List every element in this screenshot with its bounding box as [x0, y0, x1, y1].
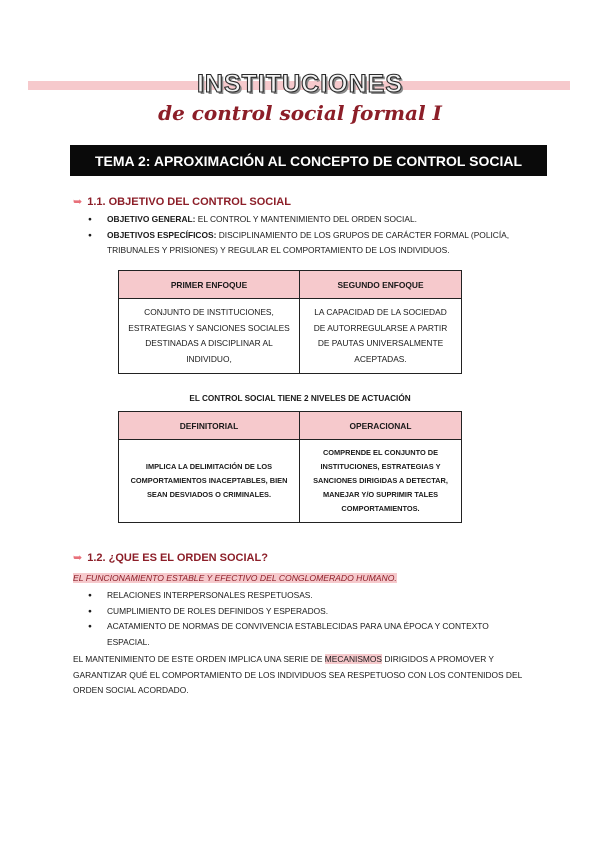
orden-social-definition: [73, 573, 397, 583]
list-item: [88, 212, 528, 228]
section-heading-text: 1.2. ¿QUE ES EL ORDEN SOCIAL?: [87, 551, 268, 564]
arrow-icon: ➥: [73, 552, 83, 564]
list-item: ● ACATAMIENTO DE NORMAS DE CONVIVENCIA ESTABLECIDAS PARA UNA ÉPOCA Y CONTEXTO ESPACIAL.: [88, 619, 528, 650]
list-item: [88, 228, 528, 259]
enfoques-table: [118, 270, 462, 374]
definition-text: EL FUNCIONAMIENTO ESTABLE Y EFECTIVO DEL CONGLOMERADO HUMANO.: [73, 573, 397, 583]
tema-title: TEMA 2: APROXIMACIÓN AL CONCEPTO DE CONTROL SOCIAL: [94, 152, 523, 169]
section-heading-1-2: [73, 551, 268, 564]
section-heading-text: 1.1. OBJETIVO DEL CONTROL SOCIAL: [87, 195, 291, 208]
orden-social-list: [88, 588, 528, 650]
tema-banner: [70, 145, 547, 176]
table-cell: LA CAPACIDAD DE LA SOCIEDAD DE AUTORREGULARSE A PARTIR DE PAUTAS UNIVERSALMENTE ACEPTADAS.: [300, 299, 462, 374]
table-cell: IMPLICA LA DELIMITACIÓN DE LOS COMPORTAMIENTOS INACEPTABLES, BIEN SEAN DESVIADOS O CRIMINALES.: [119, 440, 300, 523]
bullet-label: OBJETIVOS ESPECÍFICOS:: [107, 229, 217, 240]
arrow-icon: ➥: [73, 196, 83, 208]
table-cell: CONJUNTO DE INSTITUCIONES, ESTRATEGIAS Y SANCIONES SOCIALES DESTINADAS A DISCIPLINAR AL INDIVIDUO,: [119, 299, 300, 374]
levels-label: EL CONTROL SOCIAL TIENE 2 NIVELES DE ACTUACIÓN: [189, 394, 411, 403]
table-header: OPERACIONAL: [300, 412, 462, 440]
table-cell: COMPRENDE EL CONJUNTO DE INSTITUCIONES, ESTRATEGIAS Y SANCIONES DIRIGIDAS A DETECTAR, MANEJAR Y/O SUPRIMIR TALES COMPORTAMIENTOS.: [300, 440, 462, 523]
orden-social-paragraph: [73, 652, 543, 699]
highlighted-term: MECANISMOS: [324, 654, 383, 664]
paragraph-text-before: EL MANTENIMIENTO DE ESTE ORDEN IMPLICA UNA SERIE DE: [73, 654, 325, 664]
bullet-label: OBJETIVO GENERAL:: [107, 214, 196, 224]
bullet-text: DISCIPLINAMIENTO DE LOS GRUPOS DE CARÁCTER FORMAL (POLICÍA, TRIBUNALES Y PRISIONES) Y REGULAR EL COMPORTAMIENTO DE LOS INDIVIDUOS.: [107, 229, 510, 255]
bullet-text: EL CONTROL Y MANTENIMIENTO DEL ORDEN SOCIAL.: [197, 214, 417, 224]
table-header: DEFINITORIAL: [119, 412, 300, 440]
list-item: ● CUMPLIMIENTO DE ROLES DEFINIDOS Y ESPERADOS.: [88, 604, 528, 620]
table-header: PRIMER ENFOQUE: [119, 271, 300, 299]
table-header: SEGUNDO ENFOQUE: [300, 271, 462, 299]
objectives-list: [88, 212, 528, 259]
paragraph-text-after: DIRIGIDOS A PROMOVER Y GARANTIZAR QUÉ EL COMPORTAMIENTO DE LOS INDIVIDUOS SEA RESPETUOSO CON LOS CONTENIDOS DEL ORDEN SOCIAL ACORDADO.: [73, 654, 522, 695]
document-subtitle: de control social formal I: [158, 101, 442, 125]
document-title: INSTITUCIONES: [196, 70, 404, 98]
list-item: ● RELACIONES INTERPERSONALES RESPETUOSAS.: [88, 588, 528, 604]
section-heading-1-1: [73, 195, 291, 208]
niveles-table: [118, 411, 462, 523]
